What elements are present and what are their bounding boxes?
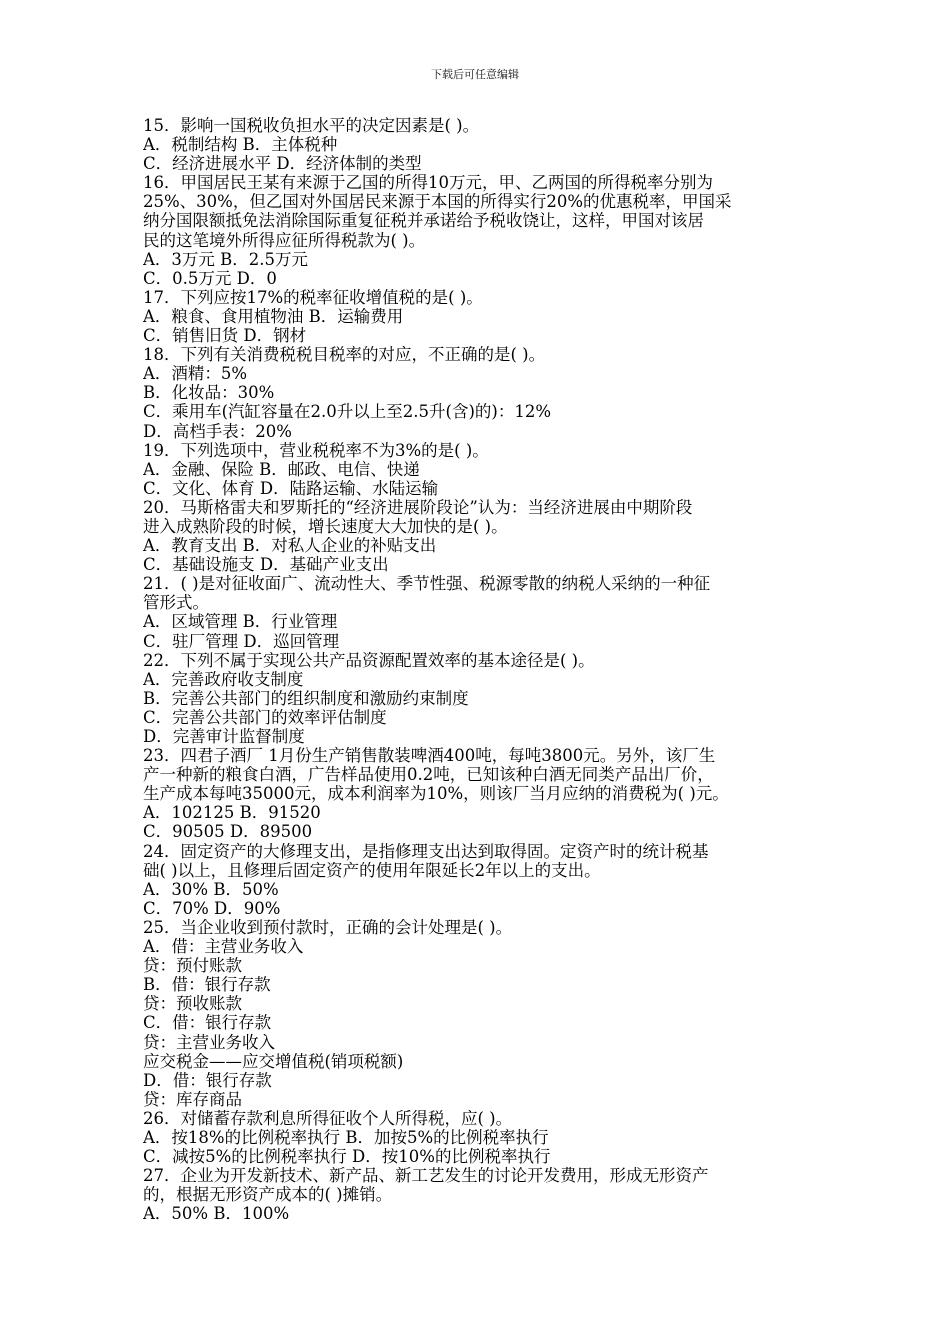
- text-line: 应交税金——应交增值税(销项税额): [143, 1051, 404, 1071]
- text-line: A．区域管理 B．行业管理: [143, 612, 338, 632]
- text-line: 22．下列不属于实现公共产品资源配置效率的基本途径是( )。: [143, 650, 595, 670]
- text-line: A．税制结构 B．主体税种: [143, 135, 338, 155]
- text-line: A．30% B．50%: [143, 879, 279, 899]
- text-line: A．金融、保险 B．邮政、电信、快递: [143, 459, 420, 479]
- text-line: B．借：银行存款: [143, 975, 271, 995]
- text-line: 产一种新的粮食白酒，广告样品使用0.2吨，已知该种白酒无同类产品出厂价，: [143, 765, 714, 785]
- text-line: 24．固定资产的大修理支出，是指修理支出达到取得固。定资产时的统计税基: [143, 841, 709, 861]
- text-line: 16．甲国居民王某有来源于乙国的所得10万元，甲、乙两国的所得税率分别为: [143, 173, 713, 193]
- text-line: A．完善政府收支制度: [143, 669, 304, 689]
- text-line: C．乘用车(汽缸容量在2.0升以上至2.5升(含)的)：12%: [143, 402, 552, 422]
- text-line: C．70% D．90%: [143, 898, 281, 918]
- text-line: 进入成熟阶段的时候，增长速度大大加快的是( )。: [143, 516, 508, 536]
- text-line: 的，根据无形资产成本的( )摊销。: [143, 1185, 393, 1205]
- document-body: [143, 116, 808, 1223]
- text-line: C．减按5%的比例税率执行 D．按10%的比例税率执行: [143, 1147, 551, 1167]
- text-line: 贷：库存商品: [143, 1089, 242, 1109]
- page-header: 下载后可任意编辑: [431, 68, 519, 81]
- text-line: 21．( )是对征收面广、流动性大、季节性强、税源零散的纳税人采纳的一种征: [143, 574, 711, 594]
- text-line: 20．马斯格雷夫和罗斯托的“经济进展阶段论”认为：当经济进展由中期阶段: [143, 497, 693, 517]
- text-line: C．驻厂管理 D．巡回管理: [143, 631, 340, 651]
- text-line: A．3万元 B．2.5万元: [143, 249, 309, 269]
- text-line: C．经济进展水平 D．经济体制的类型: [143, 154, 422, 174]
- text-line: A．50% B．100%: [143, 1204, 290, 1224]
- text-line: 25%、30%，但乙国对外国居民来源于本国的所得实行20%的优惠税率，甲国采: [143, 192, 732, 212]
- text-line: 17．下列应按17%的税率征收增值税的是( )。: [143, 287, 483, 307]
- text-line: A．借：主营业务收入: [143, 937, 304, 957]
- text-line: 民的这笔境外所得应征所得税款为( )。: [143, 230, 426, 250]
- text-line: 贷：预收账款: [143, 994, 242, 1014]
- text-line: A．102125 B．91520: [143, 803, 321, 823]
- text-line: A．教育支出 B．对私人企业的补贴支出: [143, 536, 437, 556]
- text-line: 管形式。: [143, 593, 209, 613]
- text-line: B．完善公共部门的组织制度和激励约束制度: [143, 688, 469, 708]
- text-line: C．0.5万元 D．0: [143, 268, 277, 288]
- text-line: C．90505 D．89500: [143, 822, 313, 842]
- text-line: B．化妆品：30%: [143, 383, 275, 403]
- text-line: 贷：主营业务收入: [143, 1032, 275, 1052]
- text-line: 贷：预付账款: [143, 956, 242, 976]
- text-line: C．完善公共部门的效率评估制度: [143, 707, 387, 727]
- text-line: A．酒精：5%: [143, 364, 248, 384]
- text-line: A．粮食、食用植物油 B．运输费用: [143, 306, 404, 326]
- text-line: 25．当企业收到预付款时，正确的会计处理是( )。: [143, 917, 513, 937]
- text-line: 纳分国限额抵免法消除国际重复征税并承诺给予税收饶让，这样，甲国对该居: [143, 211, 704, 231]
- text-line: D．完善审计监督制度: [143, 727, 305, 746]
- text-line: C．销售旧货 D．钢材: [143, 326, 307, 346]
- text-line: A．按18%的比例税率执行 B．加按5%的比例税率执行: [143, 1127, 549, 1147]
- text-line: 础( )以上，且修理后固定资产的使用年限延长2年以上的支出。: [143, 860, 601, 880]
- text-line: 生产成本每吨35000元，成本利润率为10%，则该厂当月应纳的消费税为( )元。: [143, 784, 729, 804]
- text-line: 15．影响一国税收负担水平的决定因素是( )。: [143, 116, 480, 135]
- text-line: 26．对储蓄存款利息所得征收个人所得税，应( )。: [143, 1108, 513, 1128]
- text-line: 18．下列有关消费税税目税率的对应，不正确的是( )。: [143, 345, 546, 365]
- text-line: C．借：银行存款: [143, 1013, 272, 1033]
- text-line: D．高档手表：20%: [143, 421, 292, 441]
- text-line: 19．下列选项中，营业税税率不为3%的是( )。: [143, 440, 489, 460]
- text-line: C．基础设施支 D．基础产业支出: [143, 555, 389, 575]
- text-line: D．借：银行存款: [143, 1070, 272, 1090]
- text-line: 23．四君子酒厂 1月份生产销售散装啤酒400吨，每吨3800元。另外，该厂生: [143, 746, 716, 766]
- text-line: C．文化、体育 D．陆路运输、水陆运输: [143, 478, 439, 498]
- text-line: 27．企业为开发新技术、新产品、新工艺发生的讨论开发费用，形成无形资产: [143, 1166, 709, 1186]
